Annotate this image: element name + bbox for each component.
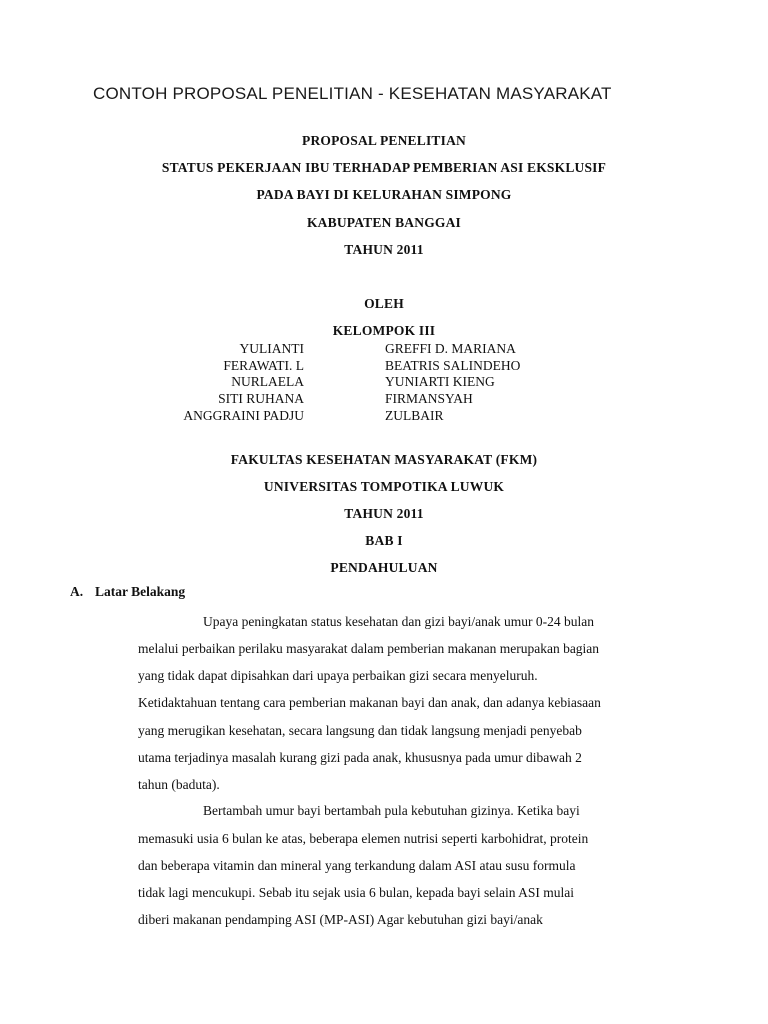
- section-title: Latar Belakang: [95, 584, 186, 599]
- chapter-number: BAB I: [365, 533, 403, 548]
- chapter-title: PENDAHULUAN: [330, 560, 438, 575]
- paragraph-line: diberi makanan pendamping ASI (MP-ASI) Agar kebutuhan gizi bayi/anak: [138, 912, 543, 927]
- proposal-title-line-2: PADA BAYI DI KELURAHAN SIMPONG: [256, 187, 512, 202]
- group-label: KELOMPOK III: [332, 323, 436, 338]
- paragraph-line: Bertambah umur bayi bertambah pula kebutuhan gizinya. Ketika bayi: [203, 803, 580, 818]
- faculty-name: FAKULTAS KESEHATAN MASYARAKAT (FKM): [230, 452, 538, 467]
- section-heading: [70, 584, 185, 600]
- member-name: ANGGRAINI PADJU: [183, 408, 304, 423]
- paragraph-line: Upaya peningkatan status kesehatan dan gizi bayi/anak umur 0-24 bulan: [203, 614, 595, 629]
- proposal-year: TAHUN 2011: [344, 242, 424, 257]
- member-name: FERAWATI. L: [223, 358, 304, 373]
- paragraph-line: utama terjadinya masalah kurang gizi pada anak, khususnya pada umur dibawah 2: [138, 750, 582, 765]
- paragraph-line: Ketidaktahuan tentang cara pemberian makanan bayi dan anak, dan adanya kebiasaan: [138, 695, 601, 710]
- member-name: YULIANTI: [239, 341, 304, 356]
- member-name: ZULBAIR: [385, 408, 444, 423]
- member-name: SITI RUHANA: [218, 391, 304, 406]
- paragraph-line: memasuki usia 6 bulan ke atas, beberapa elemen nutrisi seperti karbohidrat, protein: [138, 831, 589, 846]
- proposal-title-line-1: STATUS PEKERJAAN IBU TERHADAP PEMBERIAN ASI EKSKLUSIF: [161, 160, 607, 175]
- document-header-title: CONTOH PROPOSAL PENELITIAN - KESEHATAN MASYARAKAT: [93, 84, 612, 103]
- member-name: NURLAELA: [231, 374, 304, 389]
- member-name: GREFFI D. MARIANA: [385, 341, 516, 356]
- paragraph-line: yang tidak dapat dipisahkan dari upaya perbaikan gizi secara menyeluruh.: [138, 668, 538, 683]
- paragraph-line: yang merugikan kesehatan, secara langsung dan tidak langsung menjadi penyebab: [138, 723, 582, 738]
- paragraph-line: tidak lagi mencukupi. Sebab itu sejak usia 6 bulan, kepada bayi selain ASI mulai: [138, 885, 575, 900]
- member-name: YUNIARTI KIENG: [385, 374, 495, 389]
- member-name: BEATRIS SALINDEHO: [385, 358, 521, 373]
- section-number: A.: [70, 584, 84, 599]
- by-label: OLEH: [364, 296, 404, 311]
- paragraph-line: dan beberapa vitamin dan mineral yang terkandung dalam ASI atau susu formula: [138, 858, 576, 873]
- university-name: UNIVERSITAS TOMPOTIKA LUWUK: [263, 479, 505, 494]
- institution-year: TAHUN 2011: [344, 506, 424, 521]
- proposal-title-line-3: KABUPATEN BANGGAI: [306, 215, 462, 230]
- member-name: FIRMANSYAH: [385, 391, 473, 406]
- proposal-label: PROPOSAL PENELITIAN: [302, 133, 466, 148]
- paragraph-line: melalui perbaikan perilaku masyarakat dalam pemberian makanan merupakan bagian: [138, 641, 600, 656]
- paragraph-line: tahun (baduta).: [138, 777, 220, 792]
